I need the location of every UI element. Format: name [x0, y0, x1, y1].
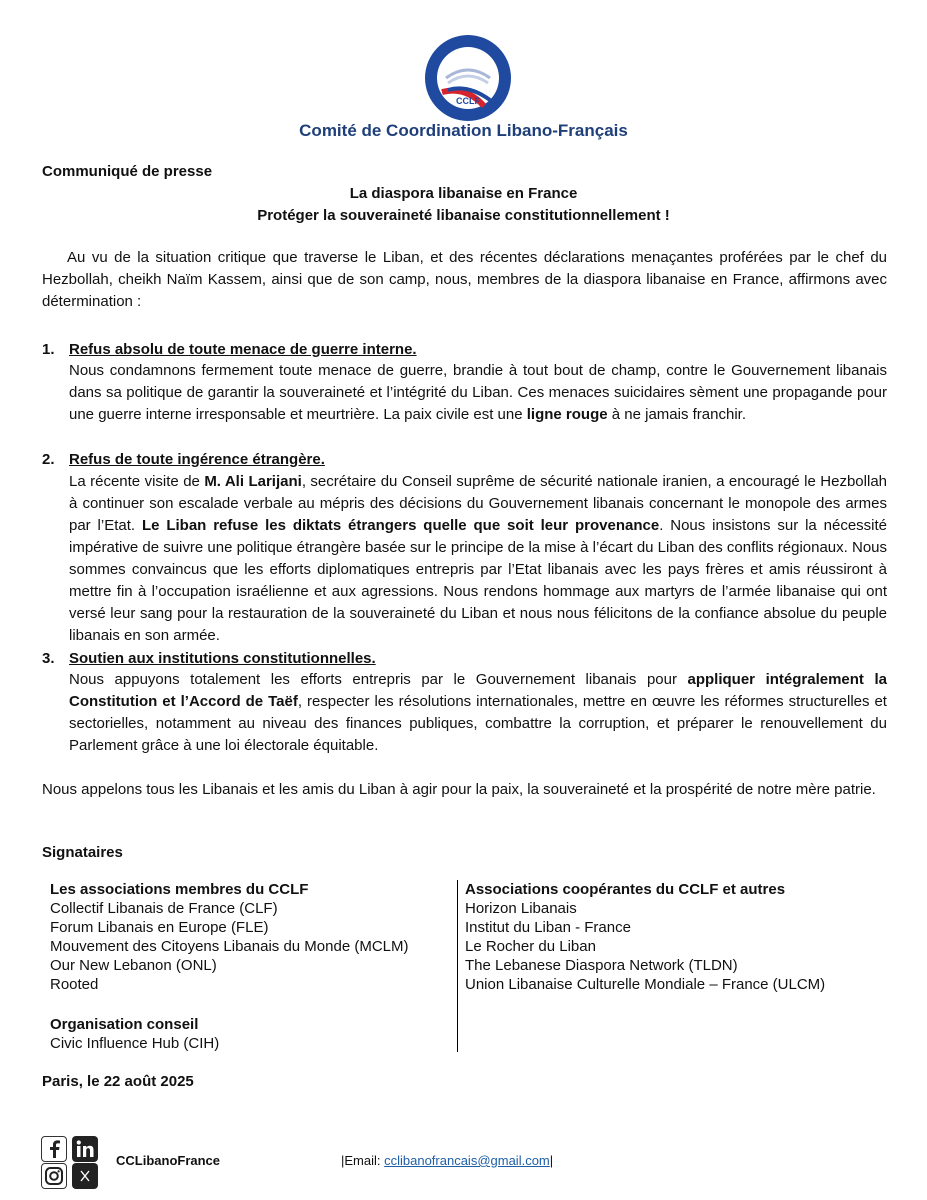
title-line-1: La diaspora libanaise en France [349, 185, 578, 202]
x-icon[interactable] [72, 1163, 98, 1189]
section-1-text-a: Nous condamnons fermement toute menace de guerre, brandie à tout bout de champ, contre le Gouvernement libanais dans sa politique de garantir la souveraineté et l’intégrité du Liban. Ces menaces suicidaires sèment une propagande pour une guerre interne irresponsable et meurtrière. La paix civile est une [69, 362, 887, 423]
column-divider [457, 880, 458, 1052]
social-handle[interactable]: CCLibanoFrance [116, 1153, 221, 1168]
members-heading: Les associations membres du CCLF [50, 881, 309, 898]
partner-item: Union Libanaise Culturelle Mondiale – France (ULCM) [465, 976, 826, 993]
members-column [50, 880, 409, 994]
title-line-2: Protéger la souveraineté libanaise constitutionnellement ! [257, 207, 670, 224]
partner-item: Le Rocher du Liban [465, 938, 596, 955]
email-line [341, 1153, 553, 1168]
section-2-text-c: . Nous insistons sur la nécessité impérative de suivre une politique étrangère basée sur le principe de la mise à l’écart du Liban des conflits régionaux. Nous sommes convaincus que les efforts diplomatiques entrepris par l’Etat libanais avec les pays frères et amis réussiront à mettre fin à l’occupation israélienne et aux agressions. Nous rendons hommage aux martyrs de l’armée libanaise qui ont versé leur sang pour la restauration de la souveraineté du Liban et nous nous félicitons de la confiance absolue du peuple libanais en son armée. [69, 517, 888, 644]
section-3-heading: Soutien aux institutions constitutionnelles. [69, 650, 376, 667]
member-item: Forum Libanais en Europe (FLE) [50, 919, 269, 936]
section-1-number: 1. [42, 341, 55, 358]
partners-heading: Associations coopérantes du CCLF et autres [465, 881, 786, 898]
section-2-heading: Refus de toute ingérence étrangère. [69, 451, 325, 468]
section-3-text-b: , respecter les résolutions internationales, mettre en œuvre les réformes structurelles et sectorielles, notamment au niveau des finances publiques, combattre la corruption, et préparer le renouvellement du Parlement grâce à une loi électorale équitable. [69, 693, 887, 754]
cclf-logo [424, 34, 512, 122]
conseil-heading: Organisation conseil [50, 1016, 199, 1033]
partner-item: The Lebanese Diaspora Network (TLDN) [465, 957, 738, 974]
section-2-text-b: , secrétaire du Conseil suprême de sécurité nationale iranien, a encouragé le Hezbollah à continuer son escalade verbale au mépris des décisions du Gouvernement libanais concernant le monopole des armes par l’Etat. [69, 473, 888, 534]
intro-paragraph: Au vu de la situation critique que traverse le Liban, et des récentes déclarations menaçantes proférées par le chef du Hezbollah, cheikh Naïm Kassem, ainsi que de son camp, nous, membres de la diaspora libanaise en France, affirmons avec détermination : [42, 249, 887, 310]
signataires-label: Signataires [42, 844, 123, 861]
section-3-number: 3. [42, 650, 55, 667]
email-link[interactable]: cclibanofrancais@gmail.com [384, 1153, 550, 1168]
facebook-icon[interactable] [41, 1136, 67, 1162]
member-item: Our New Lebanon (ONL) [50, 957, 217, 974]
section-1-bold: ligne rouge [526, 406, 608, 423]
linkedin-icon[interactable] [72, 1136, 98, 1162]
section-1-body [69, 360, 887, 426]
email-prefix: |Email: [341, 1153, 385, 1168]
org-title: Comité de Coordination Libano-Français [299, 121, 628, 140]
section-1-heading: Refus absolu de toute menace de guerre interne. [69, 341, 417, 358]
section-1-text-b: à ne jamais franchir. [607, 406, 746, 423]
section-3-body [69, 669, 887, 757]
closing-paragraph: Nous appelons tous les Libanais et les amis du Liban à agir pour la paix, la souveraineté et la prospérité de notre mère patrie. [42, 781, 876, 798]
partner-item: Horizon Libanais [465, 900, 577, 917]
member-item: Collectif Libanais de France (CLF) [50, 900, 278, 917]
conseil-block [50, 1015, 219, 1053]
partner-item: Institut du Liban - France [465, 919, 631, 936]
section-2-body [69, 471, 887, 647]
section-2-number: 2. [42, 451, 55, 468]
section-2-text-a: La récente visite de [69, 473, 205, 490]
email-suffix: | [549, 1153, 554, 1168]
section-3-text-a: Nous appuyons totalement les efforts entrepris par le Gouvernement libanais pour [69, 671, 688, 688]
date-line: Paris, le 22 août 2025 [42, 1073, 194, 1090]
conseil-item: Civic Influence Hub (CIH) [50, 1035, 220, 1052]
section-2-bold-b: Le Liban refuse les diktats étrangers quelle que soit leur provenance [141, 517, 660, 534]
member-item: Mouvement des Citoyens Libanais du Monde (MCLM) [50, 938, 409, 955]
logo-acronym: CCLF [456, 96, 480, 106]
section-3-bold: appliquer intégralement la Constitution et l’Accord de Taëf [69, 671, 887, 710]
instagram-icon[interactable] [41, 1163, 67, 1189]
section-2-bold-a: M. Ali Larijani [204, 473, 302, 490]
member-item: Rooted [50, 976, 99, 993]
communique-label: Communiqué de presse [42, 163, 213, 180]
partners-column [465, 880, 825, 994]
